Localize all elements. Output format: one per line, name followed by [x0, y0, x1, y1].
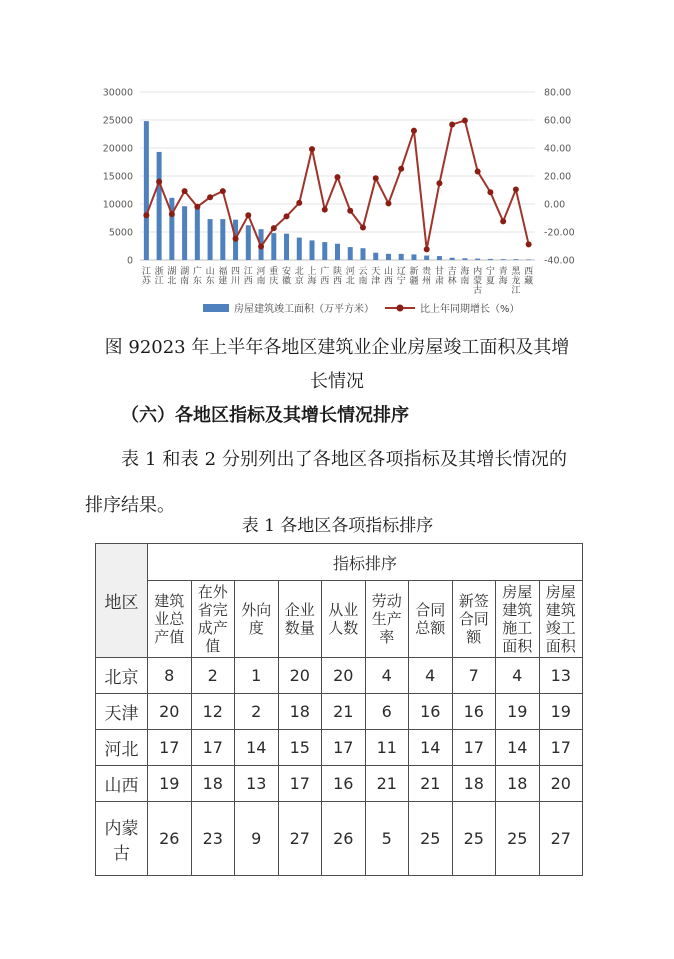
bar — [297, 238, 302, 260]
bar — [386, 254, 391, 260]
line-point — [424, 246, 430, 252]
line-point — [398, 166, 404, 172]
rank-cell: 25 — [496, 802, 540, 876]
rank-cell: 17 — [452, 730, 496, 766]
category-label: 西 — [243, 276, 253, 287]
rank-cell: 18 — [191, 766, 235, 802]
category-label: 广 — [320, 267, 330, 277]
table-row — [96, 730, 583, 766]
line-point — [258, 244, 264, 250]
y-right-axis-label: 0.00 — [544, 199, 566, 211]
rank-cell: 14 — [235, 730, 279, 766]
rank-cell: 16 — [322, 766, 366, 802]
region-cell: 山西 — [96, 766, 148, 802]
body-paragraph: 表 1 和表 2 分别列出了各地区各项指标及其增长情况的排序结果。 — [85, 449, 567, 516]
line-point — [360, 225, 366, 231]
rank-cell: 21 — [409, 766, 453, 802]
table-row — [96, 802, 583, 876]
category-label: 西 — [524, 267, 534, 277]
rank-cell: 15 — [278, 730, 322, 766]
column-header: 企业数量 — [278, 581, 322, 658]
line-point — [347, 208, 353, 214]
line-point — [156, 179, 162, 185]
bar — [284, 234, 289, 260]
bar — [399, 254, 404, 260]
y-left-axis-label: 25000 — [102, 115, 133, 127]
column-header: 新签合同额 — [452, 581, 496, 658]
category-label: 东 — [192, 276, 202, 287]
line-point — [513, 186, 519, 192]
rank-cell: 6 — [365, 694, 409, 730]
line-point — [475, 169, 481, 175]
rank-cell: 20 — [539, 766, 583, 802]
bar — [220, 219, 225, 260]
column-header: 外向度 — [235, 581, 279, 658]
rank-cell: 16 — [409, 694, 453, 730]
line-point — [385, 200, 391, 206]
category-label: 南 — [180, 276, 190, 287]
bar — [450, 258, 455, 260]
rank-cell: 18 — [278, 694, 322, 730]
bar — [501, 259, 506, 260]
legend-line-label: 比上年同期增长（%） — [420, 304, 520, 315]
bar — [488, 259, 493, 260]
region-column-header: 地区 — [96, 544, 148, 658]
category-label: 内 — [473, 267, 483, 277]
column-header: 房屋建筑竣工面积 — [539, 581, 583, 658]
rank-cell: 12 — [191, 694, 235, 730]
bar — [310, 240, 315, 260]
rank-cell: 4 — [365, 658, 409, 694]
rank-cell: 4 — [496, 658, 540, 694]
bar — [208, 219, 213, 260]
line-point — [233, 236, 239, 242]
region-cell: 内蒙古 — [96, 802, 148, 876]
bar — [335, 244, 340, 260]
category-label: 藏 — [524, 276, 534, 287]
line-point — [220, 188, 226, 194]
category-label: 南 — [256, 276, 266, 287]
line-point — [194, 204, 200, 210]
category-label: 黑 — [511, 267, 521, 277]
column-header: 房屋建筑施工面积 — [496, 581, 540, 658]
table-row — [96, 694, 583, 730]
y-right-axis-label: -20.00 — [544, 227, 575, 239]
y-left-axis-label: 10000 — [102, 199, 133, 211]
bar — [322, 242, 327, 260]
region-cell: 北京 — [96, 658, 148, 694]
category-label: 苏 — [141, 276, 151, 287]
line-point — [526, 241, 532, 247]
bar — [195, 207, 200, 260]
category-label: 肃 — [434, 276, 444, 287]
category-label: 南 — [460, 276, 470, 287]
category-label: 江 — [511, 286, 521, 296]
category-label: 龙 — [511, 276, 521, 287]
rank-cell: 26 — [322, 802, 366, 876]
category-label: 蒙 — [473, 276, 483, 287]
category-label: 徽 — [282, 276, 292, 287]
rank-cell: 21 — [322, 694, 366, 730]
rank-cell: 27 — [278, 802, 322, 876]
y-right-axis-label: 20.00 — [544, 171, 572, 183]
category-label: 海 — [307, 276, 317, 287]
category-label: 湖 — [167, 267, 177, 277]
category-label: 天 — [371, 267, 381, 277]
column-header: 建筑业总产值 — [148, 581, 192, 658]
category-label: 新 — [409, 267, 419, 277]
bar — [360, 248, 365, 260]
rank-cell: 25 — [452, 802, 496, 876]
rank-cell: 13 — [235, 766, 279, 802]
rank-cell: 18 — [496, 766, 540, 802]
line-point — [245, 212, 251, 218]
category-label: 海 — [460, 267, 470, 277]
line-point — [309, 146, 315, 152]
rank-cell: 2 — [191, 658, 235, 694]
bar — [526, 259, 531, 260]
region-cell: 河北 — [96, 730, 148, 766]
rank-cell: 11 — [365, 730, 409, 766]
column-header: 合同总额 — [409, 581, 453, 658]
category-label: 山 — [205, 267, 215, 277]
category-label: 河 — [256, 267, 266, 277]
rank-cell: 20 — [322, 658, 366, 694]
category-label: 福 — [218, 267, 228, 277]
rank-cell: 19 — [496, 694, 540, 730]
rank-cell: 17 — [322, 730, 366, 766]
y-left-axis-label: 30000 — [102, 87, 133, 99]
bar — [437, 256, 442, 260]
category-label: 夏 — [485, 276, 495, 287]
category-label: 北 — [167, 276, 177, 287]
completion-area-chart — [85, 85, 620, 325]
bar — [424, 256, 429, 260]
category-label: 庆 — [269, 276, 279, 287]
rank-cell: 26 — [148, 802, 192, 876]
category-label: 江 — [141, 267, 151, 277]
category-label: 疆 — [409, 276, 419, 287]
bar — [513, 259, 518, 260]
category-label: 陕 — [332, 267, 343, 277]
category-label: 甘 — [434, 267, 444, 277]
category-label: 宁 — [485, 267, 495, 277]
y-right-axis-label: -40.00 — [544, 255, 575, 267]
section-heading: （六）各地区指标及其增长情况排序 — [121, 405, 409, 426]
rank-cell: 13 — [539, 658, 583, 694]
rank-cell: 2 — [235, 694, 279, 730]
bar — [475, 259, 480, 260]
rank-cell: 27 — [539, 802, 583, 876]
group-header: 指标排序 — [148, 544, 583, 581]
category-label: 吉 — [447, 267, 457, 277]
category-label: 辽 — [396, 267, 406, 277]
rank-cell: 17 — [539, 730, 583, 766]
category-label: 浙 — [154, 267, 164, 277]
rank-cell: 9 — [235, 802, 279, 876]
region-cell: 天津 — [96, 694, 148, 730]
category-label: 西 — [320, 276, 330, 287]
line-point — [143, 212, 149, 218]
category-label: 南 — [358, 276, 368, 287]
rank-cell: 8 — [148, 658, 192, 694]
bar — [411, 254, 416, 260]
category-label: 青 — [498, 267, 508, 277]
rank-cell: 20 — [278, 658, 322, 694]
line-point — [271, 225, 277, 231]
rank-cell: 14 — [496, 730, 540, 766]
line-point — [449, 121, 455, 127]
line-point — [322, 207, 328, 213]
y-right-axis-label: 80.00 — [544, 87, 572, 99]
table-row — [96, 658, 583, 694]
category-label: 林 — [447, 276, 457, 287]
bar — [144, 121, 149, 260]
category-label: 州 — [422, 276, 432, 287]
legend-line-marker — [397, 305, 404, 312]
legend-bar-label: 房屋建筑竣工面积（万平方米） — [234, 304, 374, 315]
category-label: 湖 — [180, 267, 190, 277]
category-label: 江 — [154, 276, 164, 287]
line-point — [284, 213, 290, 219]
ranking-table — [95, 543, 583, 876]
line-point — [182, 188, 188, 194]
rank-cell: 19 — [148, 766, 192, 802]
bar — [182, 206, 187, 260]
line-point — [169, 211, 175, 217]
category-label: 古 — [473, 286, 483, 296]
line-point — [411, 128, 417, 134]
rank-cell: 4 — [409, 658, 453, 694]
line-point — [487, 189, 493, 195]
line-point — [436, 180, 442, 186]
category-label: 四 — [231, 267, 241, 277]
y-left-axis-label: 0 — [126, 255, 133, 267]
legend-bar-swatch — [203, 304, 229, 312]
rank-cell: 18 — [452, 766, 496, 802]
column-header: 从业人数 — [322, 581, 366, 658]
category-label: 贵 — [422, 267, 432, 277]
category-label: 宁 — [396, 276, 406, 287]
category-label: 建 — [218, 276, 228, 287]
category-label: 西 — [383, 276, 393, 287]
bar — [246, 225, 251, 260]
rank-cell: 20 — [148, 694, 192, 730]
bar — [157, 152, 162, 260]
line-point — [335, 174, 341, 180]
rank-cell: 7 — [452, 658, 496, 694]
category-label: 重 — [269, 267, 279, 277]
bar — [462, 258, 467, 260]
category-label: 津 — [371, 276, 381, 287]
bar — [271, 233, 276, 260]
line-point — [296, 200, 302, 206]
category-label: 上 — [307, 267, 317, 277]
category-label: 山 — [383, 267, 393, 277]
column-header: 在外省完成产值 — [191, 581, 235, 658]
y-right-axis-label: 40.00 — [544, 143, 572, 155]
bar-line-chart-canvas — [85, 85, 620, 325]
rank-cell: 21 — [365, 766, 409, 802]
line-point — [500, 218, 506, 224]
rank-cell: 23 — [191, 802, 235, 876]
rank-cell: 17 — [278, 766, 322, 802]
bar — [348, 247, 353, 260]
category-label: 京 — [294, 276, 304, 287]
rank-cell: 17 — [148, 730, 192, 766]
figure-caption: 图 92023 年上半年各地区建筑业企业房屋竣工面积及其增长情况 — [104, 337, 570, 392]
category-label: 北 — [345, 276, 355, 287]
rank-cell: 5 — [365, 802, 409, 876]
category-label: 广 — [192, 267, 202, 277]
y-right-axis-label: 60.00 — [544, 115, 572, 127]
category-label: 云 — [358, 267, 368, 277]
line-point — [373, 175, 379, 181]
table-row — [96, 766, 583, 802]
growth-line — [146, 121, 528, 250]
category-label: 安 — [282, 267, 292, 277]
category-label: 北 — [294, 267, 304, 277]
header-row-columns — [96, 581, 583, 658]
category-label: 河 — [345, 267, 355, 277]
rank-cell: 25 — [409, 802, 453, 876]
line-point — [207, 194, 213, 200]
y-left-axis-label: 20000 — [102, 143, 133, 155]
rank-cell: 1 — [235, 658, 279, 694]
category-label: 川 — [231, 276, 241, 287]
bar — [373, 253, 378, 260]
rank-cell: 19 — [539, 694, 583, 730]
rank-cell: 17 — [191, 730, 235, 766]
category-label: 海 — [498, 276, 508, 287]
y-left-axis-label: 5000 — [108, 227, 133, 239]
table-title: 表 1 各地区各项指标排序 — [241, 516, 434, 536]
line-point — [462, 118, 468, 124]
category-label: 东 — [205, 276, 215, 287]
y-left-axis-label: 15000 — [102, 171, 133, 183]
header-row-group — [96, 544, 583, 581]
category-label: 江 — [243, 267, 253, 277]
rank-cell: 14 — [409, 730, 453, 766]
rank-cell: 16 — [452, 694, 496, 730]
column-header: 劳动生产率 — [365, 581, 409, 658]
category-label: 西 — [332, 276, 343, 287]
